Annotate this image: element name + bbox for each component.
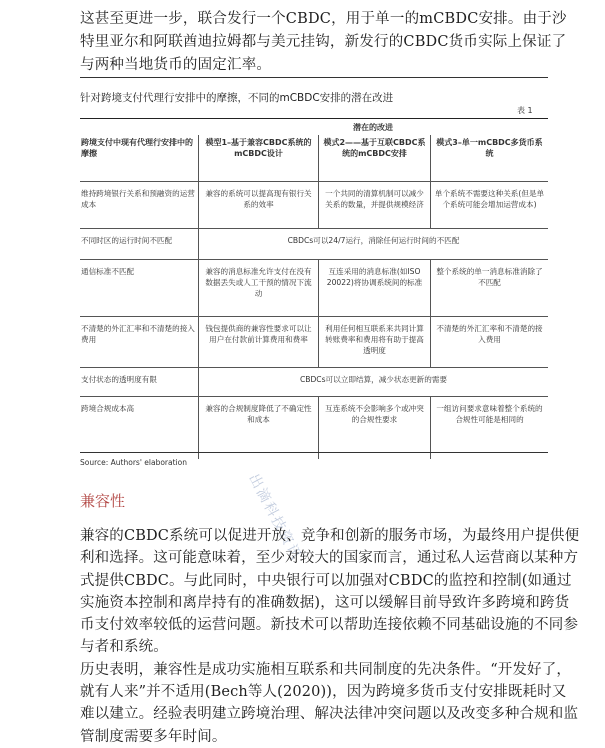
watermark: 出滴科技资讯 bbox=[245, 471, 305, 564]
table-row bbox=[80, 228, 548, 259]
section-title: 兼容性 bbox=[80, 492, 126, 510]
table-row bbox=[80, 181, 548, 228]
body-paragraph: 历史表明，兼容性是成功实施相互联系和共同制度的先决条件。“开发好了，就有人来”并不适用(Bech等人(2020))，因为跨境多货币支付安排既耗时又难以建立。经验表明建立跨境治理、解决法律冲突问题以及改变多种合规和监管制度需要多年时间。 bbox=[80, 661, 579, 745]
cell-spanning: CBDCs可以24/7运行，消除任何运行时间的不匹配 bbox=[198, 229, 548, 259]
table-number: 表 1 bbox=[517, 106, 533, 115]
cell-model-2: 互连采用的消息标准(如ISO 20022)将协调系统间的标准 bbox=[318, 260, 430, 316]
row-friction: 跨境合规成本高 bbox=[81, 404, 135, 413]
cell-spanning: CBDCs可以立即结算，减少状态更新的需要 bbox=[198, 368, 548, 396]
table-source: Source: Authors' elaboration bbox=[80, 458, 187, 467]
header-model-1: 模型1–基于兼容CBDC系统的mCBDC设计 bbox=[198, 135, 318, 181]
table-row bbox=[80, 367, 548, 396]
table-heading: 针对跨境支付代理行安排中的摩擦，不同的mCBDC安排的潜在改进 bbox=[80, 92, 394, 104]
cell-model-2: 利用任何相互联系来共同计算转账费率和费用将有助于提高透明度 bbox=[318, 317, 430, 367]
table-row bbox=[80, 396, 548, 459]
header-model-2: 模式2——基于互联CBDC系统的mCBDC安排 bbox=[318, 135, 430, 181]
table-row bbox=[80, 259, 548, 316]
intro-paragraph: 这甚至更进一步，联合发行一个CBDC，用于单一的mCBDC安排。由于沙特里亚尔和阿联酋迪拉姆都与美元挂钩，新发行的CBDC货币实际上保证了与两种当地货币的固定汇率。 bbox=[80, 11, 567, 73]
cell-model-1: 钱包提供商的兼容性要求可以让用户在付款前计算费用和费率 bbox=[198, 317, 318, 367]
cell-model-2: 一个共同的清算机制可以减少关系的数量，并提供规模经济 bbox=[318, 182, 430, 228]
row-friction: 支付状态的透明度有限 bbox=[81, 375, 157, 384]
cell-model-3: 单个系统不需要这种关系(但是单个系统可能会增加运营成本) bbox=[430, 182, 548, 228]
row-friction: 维持跨境银行关系和预融资的运营成本 bbox=[81, 189, 195, 209]
cell-model-1: 兼容的消息标准允许支付在没有数据丢失或人工干预的情况下流动 bbox=[198, 260, 318, 316]
table-row bbox=[80, 316, 548, 367]
header-potential-improvements: 潜在的改进 bbox=[353, 123, 393, 132]
comparison-table bbox=[80, 118, 548, 459]
row-friction: 不清楚的外汇汇率和不清楚的接入费用 bbox=[81, 324, 195, 344]
cell-model-1: 兼容的合规制度降低了不确定性和成本 bbox=[198, 397, 318, 459]
body-text bbox=[80, 525, 580, 748]
row-friction: 不同时区的运行时间不匹配 bbox=[81, 236, 173, 245]
cell-model-2: 互连系统不会影响多个或冲突的合规性要求 bbox=[318, 397, 430, 459]
cell-model-3: 不清楚的外汇汇率和不清楚的接入费用 bbox=[430, 317, 548, 367]
cell-model-1: 兼容的系统可以提高现有银行关系的效率 bbox=[198, 182, 318, 228]
body-paragraph: 兼容的CBDC系统可以促进开放、竞争和创新的服务市场，为最终用户提供便利和选择。这可能意味着，至少对较大的国家而言，通过私人运营商以某种方式提供CBDC。与此同时，中央银行可以加强对CBDC的监控和控制(如通过实施资本控制和离岸持有的准确数据)，这可以缓解目前导致许多跨境和跨货币支付效率较低的运营问题。新技术可以帮助连接依赖不同基础设施的不同参与者和系统。 bbox=[80, 528, 580, 656]
cell-model-3: 一组访问要求意味着整个系统的合规性可能是相同的 bbox=[430, 397, 548, 459]
table-bottom-rule bbox=[80, 452, 548, 453]
row-friction: 通信标准不匹配 bbox=[81, 267, 135, 276]
header-model-3: 模式3–单一mCBDC多货币系统 bbox=[430, 135, 548, 181]
table-header-row bbox=[80, 118, 548, 181]
header-friction: 跨境支付中现有代理行安排中的摩擦 bbox=[81, 138, 193, 158]
cell-model-3: 整个系统的单一消息标准消除了不匹配 bbox=[430, 260, 548, 316]
table-top-rule bbox=[80, 77, 548, 78]
